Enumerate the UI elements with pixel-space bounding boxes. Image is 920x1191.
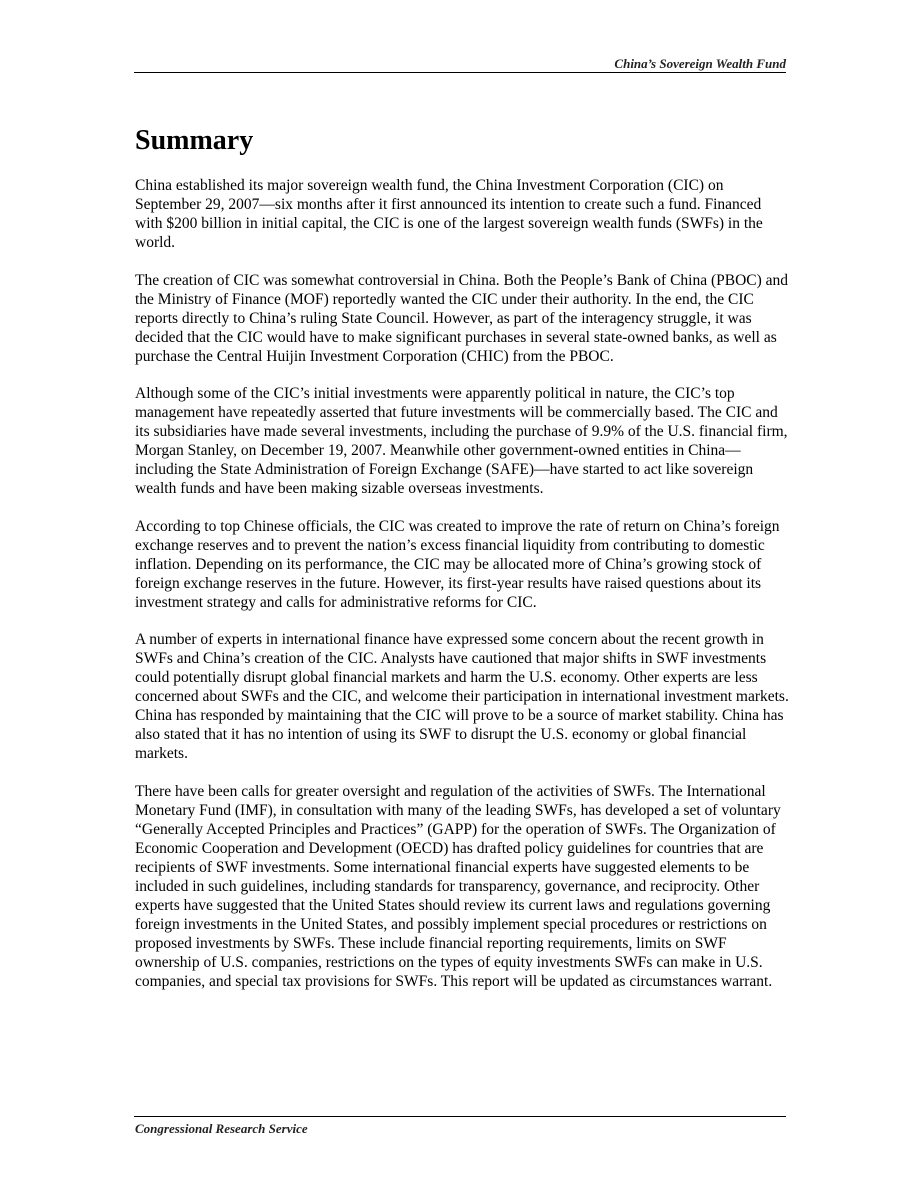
running-header: China’s Sovereign Wealth Fund (614, 56, 786, 71)
summary-body (135, 176, 790, 1009)
header-divider (134, 72, 786, 73)
paragraph-6: There have been calls for greater oversight and regulation of the activities of SWFs. The International Monetary Fund (IMF), in consultation with many of the leading SWFs, has developed a set of voluntary “Generally Accepted Principles and Practices” (GAPP) for the operation of SWFs. The Organization of Economic Cooperation and Development (OECD) has drafted policy guidelines for countries that are recipients of SWF investments. Some international financial experts have suggested elements to be included in such guidelines, including standards for transparency, governance, and reciprocity. Other experts have suggested that the United States should review its current laws and regulations governing foreign investments in the United States, and possibly implement special procedures or restrictions on proposed investments by SWFs. These include financial reporting requirements, limits on SWF ownership of U.S. companies, restrictions on the types of equity investments SWFs can make in U.S. companies, and special tax provisions for SWFs. This report will be updated as circumstances warrant. (135, 782, 781, 990)
running-footer: Congressional Research Service (135, 1121, 308, 1136)
page-title: Summary (135, 125, 254, 156)
paragraph-1: China established its major sovereign wealth fund, the China Investment Corporation (CIC) on September 29, 2007—six months after it first announced its intention to create such a fund. Financed with $200 billion in initial capital, the CIC is one of the largest sovereign wealth funds (SWFs) in the world. (135, 177, 763, 251)
paragraph-4: According to top Chinese officials, the CIC was created to improve the rate of return on China’s foreign exchange reserves and to prevent the nation’s excess financial liquidity from contributing to domestic inflation. Depending on its performance, the CIC may be allocated more of China’s growing stock of foreign exchange reserves in the future. However, its first-year results have raised questions about its investment strategy and calls for administrative reforms for CIC. (135, 517, 780, 611)
paragraph-2: The creation of CIC was somewhat controversial in China. Both the People’s Bank of China (PBOC) and the Ministry of Finance (MOF) reportedly wanted the CIC under their authority. In the end, the CIC reports directly to China’s ruling State Council. However, as part of the interagency struggle, it was decided that the CIC would have to make significant purchases in several state-owned banks, as well as purchase the Central Huijin Investment Corporation (CHIC) from the PBOC. (135, 271, 789, 365)
paragraph-3: Although some of the CIC’s initial investments were apparently political in nature, the CIC’s top management have repeatedly asserted that future investments will be commercially based. The CIC and its subsidiaries have made several investments, including the purchase of 9.9% of the U.S. financial firm, Morgan Stanley, on December 19, 2007. Meanwhile other government-owned entities in China—including the State Administration of Foreign Exchange (SAFE)—have started to act like sovereign wealth funds and have been making sizable overseas investments. (135, 385, 788, 497)
paragraph-5: A number of experts in international finance have expressed some concern about the recent growth in SWFs and China’s creation of the CIC. Analysts have cautioned that major shifts in SWF investments could potentially disrupt global financial markets and harm the U.S. economy. Other experts are less concerned about SWFs and the CIC, and welcome their participation in international investment markets. China has responded by maintaining that the CIC will prove to be a source of market stability. China has also stated that it has no intention of using its SWF to disrupt the U.S. economy or global financial markets. (135, 631, 789, 762)
footer-divider (134, 1116, 786, 1117)
